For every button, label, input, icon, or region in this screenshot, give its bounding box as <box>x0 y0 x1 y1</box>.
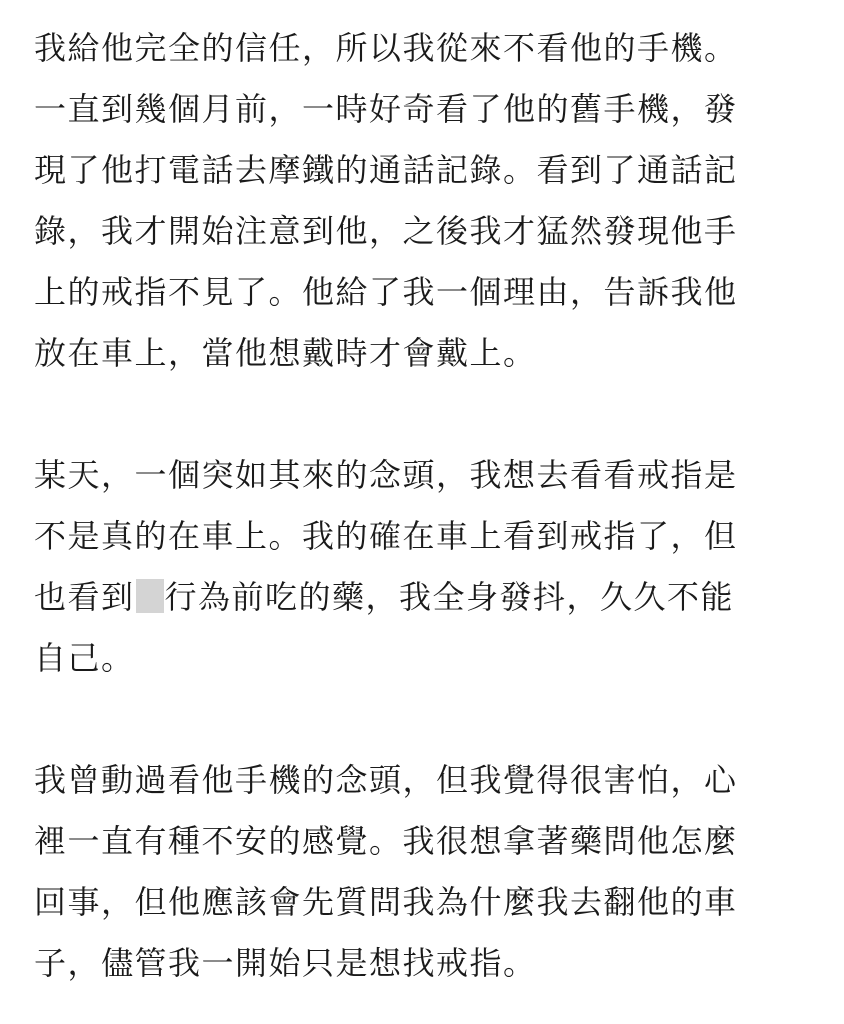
text-line: 我給他完全的信任，所以我從來不看他的手機。 <box>34 29 738 67</box>
text-line: 一直到幾個月前，一時好奇看了他的舊手機，發 <box>34 90 738 128</box>
text-before-redaction: 也看到 <box>34 578 135 616</box>
text-after-redaction: 行為前吃的藥，我全身發抖，久久不能 <box>164 578 735 616</box>
paragraph-1 <box>34 18 824 384</box>
redaction-block <box>136 579 164 613</box>
text-line: 上的戒指不見了。他給了我一個理由，告訴我他 <box>34 273 738 311</box>
text-line: 自己。 <box>34 639 135 677</box>
text-line: 放在車上，當他想戴時才會戴上。 <box>34 334 537 372</box>
article-body <box>34 18 824 994</box>
text-line-with-redaction <box>34 567 824 628</box>
paragraph-3 <box>34 750 824 994</box>
text-line: 現了他打電話去摩鐵的通話記錄。看到了通話記 <box>34 151 738 189</box>
text-line: 某天，一個突如其來的念頭，我想去看看戒指是 <box>34 456 738 494</box>
paragraph-spacer <box>34 384 824 445</box>
text-line: 回事，但他應該會先質問我為什麼我去翻他的車 <box>34 883 738 921</box>
text-line: 錄，我才開始注意到他，之後我才猛然發現他手 <box>34 212 738 250</box>
paragraph-2 <box>34 445 824 689</box>
text-line: 子，儘管我一開始只是想找戒指。 <box>34 944 537 982</box>
text-line: 不是真的在車上。我的確在車上看到戒指了，但 <box>34 517 738 555</box>
paragraph-spacer <box>34 689 824 750</box>
text-line: 裡一直有種不安的感覺。我很想拿著藥問他怎麼 <box>34 822 738 860</box>
text-line: 我曾動過看他手機的念頭，但我覺得很害怕，心 <box>34 761 738 799</box>
